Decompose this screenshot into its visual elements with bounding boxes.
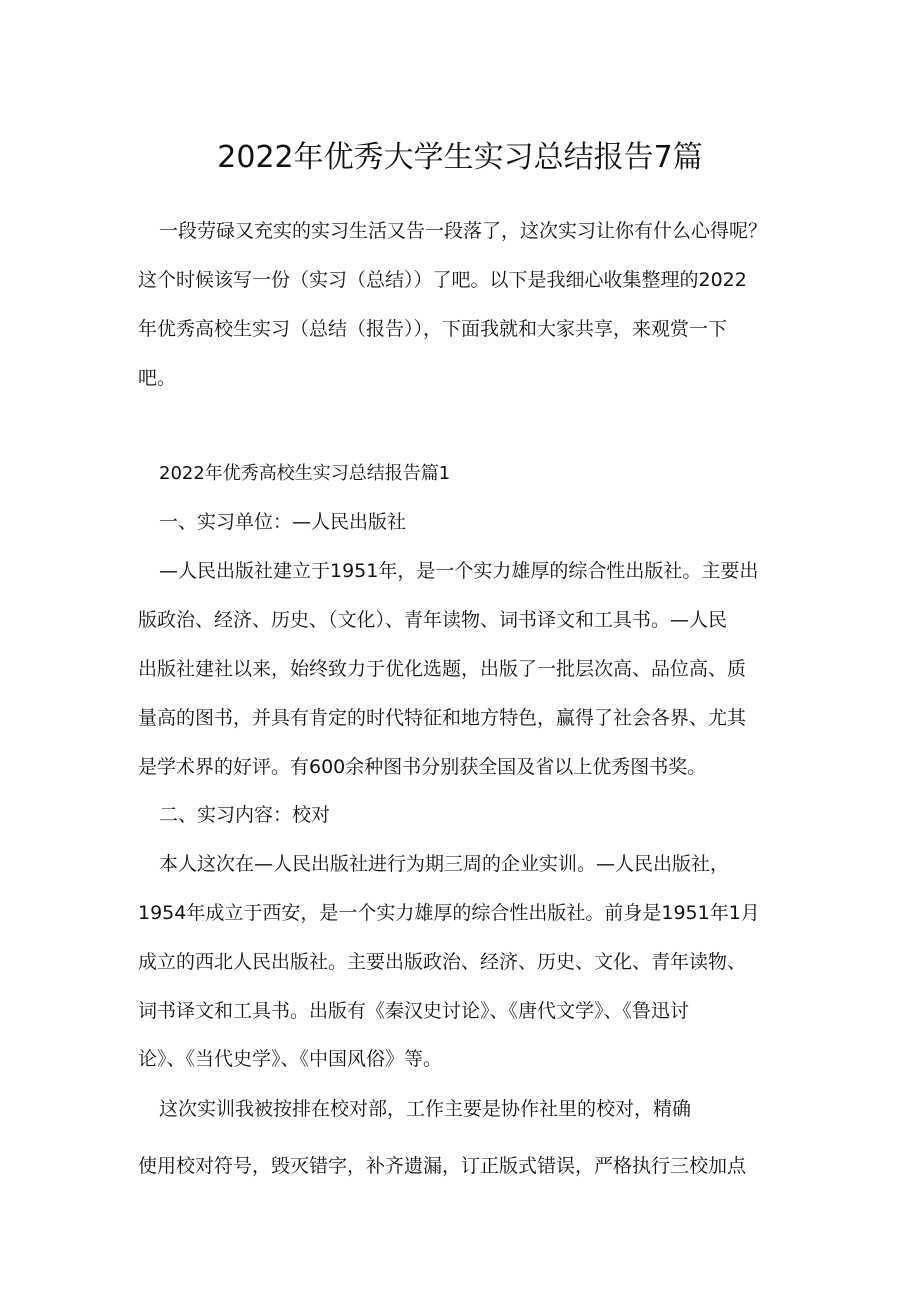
para-four-line: 使用校对符号，毁灭错字，补齐遗漏，订正版式错误，严格执行三校加点 — [138, 1155, 747, 1177]
para-two-line-5: 论》、《当代史学》、《中国风俗》等。 — [138, 1048, 443, 1070]
section-heading: 2022年优秀高校生实习总结报告篇1 — [159, 463, 451, 484]
intro-line-4: 吧。 — [138, 367, 177, 389]
para-two-line-4: 词书译文和工具书。出版有《秦汉史讨论》、《唐代文学》、《鲁迅讨 — [138, 1000, 690, 1022]
para-three-line: 这次实训我被按排在校对部，工作主要是协作社里的校对，精确 — [159, 1098, 692, 1120]
item-two-heading: 二、实习内容：校对 — [159, 804, 331, 826]
intro-line-1: 一段劳碌又充实的实习生活又告一段落了，这次实习让你有什么心得呢？ — [159, 220, 768, 242]
intro-line-3: 年优秀高校生实习（总结（报告）），下面我就和大家共享，来观赏一下 — [138, 318, 728, 340]
para-one-line-3: 出版社建社以来，始终致力于优化选题，出版了一批层次高、品位高、质 — [138, 658, 747, 680]
item-one-heading: 一、实习单位：—人民出版社 — [159, 511, 407, 533]
para-two-line-2: 1954年成立于西安，是一个实力雄厚的综合性出版社。前身是1951年1月 — [138, 902, 760, 924]
para-one-line-4: 量高的图书，并具有肯定的时代特征和地方特色，赢得了社会各界、尤其 — [138, 707, 747, 729]
document-title: 2022年优秀大学生实习总结报告7篇 — [217, 140, 703, 175]
para-two-line-3: 成立的西北人民出版社。主要出版政治、经济、历史、文化、青年读物、 — [138, 951, 747, 973]
para-one-line-2: 版政治、经济、历史、（文化）、青年读物、词书译文和工具书。—人民 — [138, 609, 728, 631]
para-one-line-1: —人民出版社建立于1951年，是一个实力雄厚的综合性出版社。主要出 — [159, 560, 759, 582]
intro-line-2: 这个时候该写一份（实习（总结））了吧。以下是我细心收集整理的2022 — [138, 269, 747, 291]
para-two-line-1: 本人这次在—人民出版社进行为期三周的企业实训。—人民出版社， — [159, 853, 730, 875]
para-one-line-5: 是学术界的好评。有600余种图书分别获全国及省以上优秀图书奖。 — [138, 756, 707, 778]
